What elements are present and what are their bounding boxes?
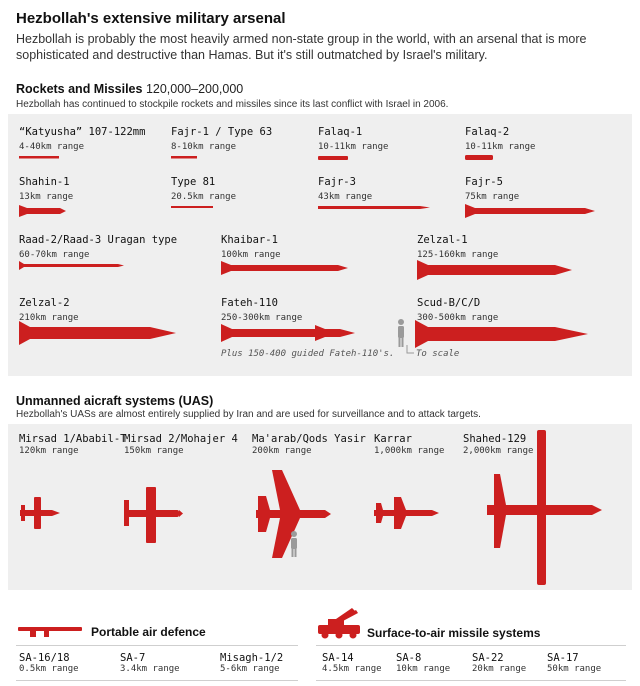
rocket-range: 10-11km range	[465, 142, 536, 152]
portable-launcher-icon	[16, 624, 86, 638]
portable-title: Portable air defence	[91, 625, 206, 639]
uas-name: Mirsad 1/Ababil-T	[19, 433, 127, 445]
uas-scale-person-icon	[291, 531, 297, 557]
rocket-name: Type 81	[171, 176, 216, 188]
sam-vehicle-icon	[316, 606, 364, 640]
rocket-range: 8-10km range	[171, 142, 237, 152]
uas-range: 120km range	[19, 446, 79, 456]
rocket-name: Fajr-3	[318, 176, 356, 188]
rocket-name: Fajr-5	[465, 176, 503, 188]
sam-name: SA-22	[472, 652, 504, 664]
uas-name: Karrar	[374, 433, 412, 445]
rocket-name: Falaq-1	[318, 126, 363, 138]
rocket-name: Scud-B/C/D	[417, 297, 481, 309]
uas-name: Shahed-129	[463, 433, 527, 445]
portable-range: 3.4km range	[120, 664, 180, 674]
rockets-title-text: Rockets and Missiles	[16, 82, 143, 96]
rocket-name: Falaq-2	[465, 126, 510, 138]
sam-name: SA-17	[547, 652, 579, 664]
sam-title: Surface-to-air missile systems	[367, 626, 541, 640]
scale-note: To scale	[416, 349, 460, 359]
shahed129-drone-icon	[487, 430, 602, 585]
rocket-name: “Katyusha” 107-122mm	[19, 126, 146, 138]
rockets-count: 120,000–200,000	[145, 82, 244, 96]
sam-name: SA-8	[396, 652, 422, 664]
karrar-drone-icon	[374, 497, 439, 529]
page-title: Hezbollah's extensive military arsenal	[16, 10, 286, 27]
rocket-range: 125-160km range	[417, 250, 499, 260]
uas-range: 150km range	[124, 446, 184, 456]
rocket-range: 20.5km range	[171, 192, 237, 202]
page-subtitle: Hezbollah is probably the most heavily armed non-state group in the world, with an arsenal that is more sophisticated and destructive than Hamas. But it's still outmatched by Israel's military.	[16, 32, 587, 62]
mirsad2-drone-icon	[124, 487, 183, 543]
portable-divider-bottom	[16, 680, 298, 681]
fateh-note: Plus 150-400 guided Fateh-110's.	[221, 349, 395, 359]
rocket-name: Zelzal-2	[19, 297, 70, 309]
sam-range: 50km range	[547, 664, 602, 674]
sam-name: SA-14	[322, 652, 354, 664]
portable-divider	[16, 645, 298, 646]
uas-title: Unmanned aicraft systems (UAS)	[16, 394, 214, 408]
uas-name: Mirsad 2/Mohajer 4	[124, 433, 238, 445]
rockets-description: Hezbollah has continued to stockpile rockets and missiles since its last conflict with Israel in 2006.	[16, 99, 449, 110]
portable-name: SA-7	[120, 652, 146, 664]
rocket-range: 100km range	[221, 250, 281, 260]
rocket-range: 4-40km range	[19, 142, 85, 152]
rocket-name: Raad-2/Raad-3 Uragan type	[19, 234, 178, 246]
rocket-range: 13km range	[19, 192, 74, 202]
rocket-range: 250-300km range	[221, 313, 303, 323]
uas-range: 1,000km range	[374, 446, 445, 456]
rocket-range: 75km range	[465, 192, 520, 202]
uas-range: 200km range	[252, 446, 312, 456]
rocket-name: Zelzal-1	[417, 234, 468, 246]
rocket-range: 60-70km range	[19, 250, 90, 260]
rocket-range: 43km range	[318, 192, 373, 202]
rocket-name: Shahin-1	[19, 176, 70, 188]
rocket-range: 10-11km range	[318, 142, 389, 152]
rocket-name: Fateh-110	[221, 297, 278, 309]
uas-name: Ma'arab/Qods Yasir	[252, 433, 366, 445]
portable-range: 5-6km range	[220, 664, 280, 674]
portable-name: Misagh-1/2	[220, 652, 284, 664]
uas-range: 2,000km range	[463, 446, 534, 456]
sam-range: 20km range	[472, 664, 527, 674]
sam-divider	[316, 645, 626, 646]
sam-divider-bottom	[316, 680, 626, 681]
rocket-name: Khaibar-1	[221, 234, 278, 246]
portable-name: SA-16/18	[19, 652, 70, 664]
rocket-range: 300-500km range	[417, 313, 499, 323]
sam-range: 10km range	[396, 664, 451, 674]
portable-range: 0.5km range	[19, 664, 79, 674]
rocket-range: 210km range	[19, 313, 79, 323]
sam-range: 4.5km range	[322, 664, 382, 674]
mirsad1-drone-icon	[20, 497, 60, 529]
uas-description: Hezbollah's UASs are almost entirely supplied by Iran and are used for surveillance and to attack targets.	[16, 409, 481, 420]
rocket-name: Fajr-1 / Type 63	[171, 126, 273, 138]
